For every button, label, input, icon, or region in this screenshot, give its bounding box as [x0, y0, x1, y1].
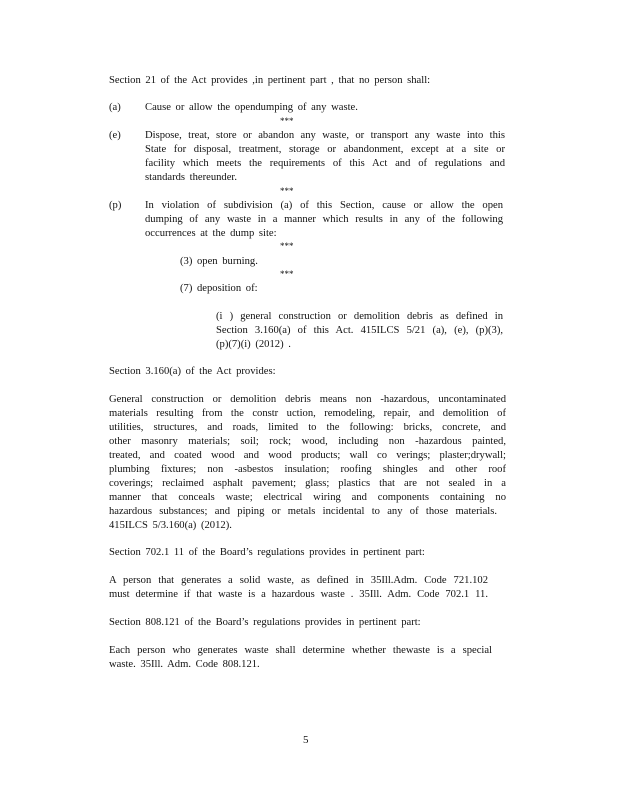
sec3160-line: treated, and coated wood and wood products; wall co verings; plaster;drywall;	[109, 450, 506, 461]
item-e-line: Dispose, treat, store or abandon any waste, or transport any waste into this	[145, 130, 505, 141]
sec702-line: A person that generates a solid waste, as defined in 35Ill.Adm. Code 721.102	[109, 575, 488, 586]
item-e-line: standards thereunder.	[145, 172, 238, 183]
sec3160-line: utilities, structures, and roads, limited to the following: bricks, concrete, and	[109, 422, 506, 433]
item-7i-line: Section 3.160(a) of this Act. 415ILCS 5/21 (a), (e), (p)(3),	[216, 325, 503, 336]
item-a-label: (a)	[109, 102, 121, 113]
intro-line: Section 21 of the Act provides ,in pertinent part , that no person shall:	[109, 75, 431, 86]
item-e-line: facility which meets the requirements of this Act and of regulations and	[145, 158, 505, 169]
separator-stars: ***	[280, 186, 294, 196]
sec3160-line: coverings; reclaimed asphalt pavement; glass; plastics that are not sealed in a	[109, 478, 506, 489]
item-p-label: (p)	[109, 200, 122, 211]
item-7i-line: (i ) general construction or demolition debris as defined in	[216, 311, 503, 322]
sec3160-line: plumbing fixtures; non -asbestos insulation; roofing shingles and other roof	[109, 464, 506, 475]
item-e-label: (e)	[109, 130, 121, 141]
sec808-heading: Section 808.121 of the Board’s regulations provides in pertinent part:	[109, 617, 421, 628]
item-7: (7) deposition of:	[180, 283, 258, 294]
sec808-line: Each person who generates waste shall determine whether thewaste is a special	[109, 645, 492, 656]
item-p-line: occurrences at the dump site:	[145, 228, 277, 239]
item-a-text: Cause or allow the opendumping of any waste.	[145, 102, 358, 113]
sec3160-line: materials resulting from the constr uction, remodeling, repair, and demolition of	[109, 408, 506, 419]
separator-stars: ***	[280, 116, 294, 126]
item-7i-line: (p)(7)(i) (2012) .	[216, 339, 291, 350]
page-number: 5	[303, 734, 309, 746]
item-e-line: State for disposal, treatment, storage or abandonment, except at a site or	[145, 144, 505, 155]
sec3160-line: 415ILCS 5/3.160(a) (2012).	[109, 520, 232, 531]
item-3: (3) open burning.	[180, 256, 258, 267]
sec3160-line: hazardous substances; and piping or metals incidental to any of those materials.	[109, 506, 497, 517]
sec3160-line: General construction or demolition debris means non -hazardous, uncontaminated	[109, 394, 506, 405]
sec702-line: must determine if that waste is a hazardous waste . 35Ill. Adm. Code 702.1 11.	[109, 589, 488, 600]
sec702-heading: Section 702.1 11 of the Board’s regulations provides in pertinent part:	[109, 547, 425, 558]
sec808-line: waste. 35Ill. Adm. Code 808.121.	[109, 659, 260, 670]
item-p-line: In violation of subdivision (a) of this Section, cause or allow the open	[145, 200, 503, 211]
item-p-line: dumping of any waste in a manner which results in any of the following	[145, 214, 503, 225]
separator-stars: ***	[280, 269, 294, 279]
sec3160-line: manner that conceals waste; electrical wiring and components containing no	[109, 492, 506, 503]
sec3160-heading: Section 3.160(a) of the Act provides:	[109, 366, 276, 377]
separator-stars: ***	[280, 241, 294, 251]
sec3160-line: other masonry materials; soil; rock; wood, including non -hazardous painted,	[109, 436, 506, 447]
